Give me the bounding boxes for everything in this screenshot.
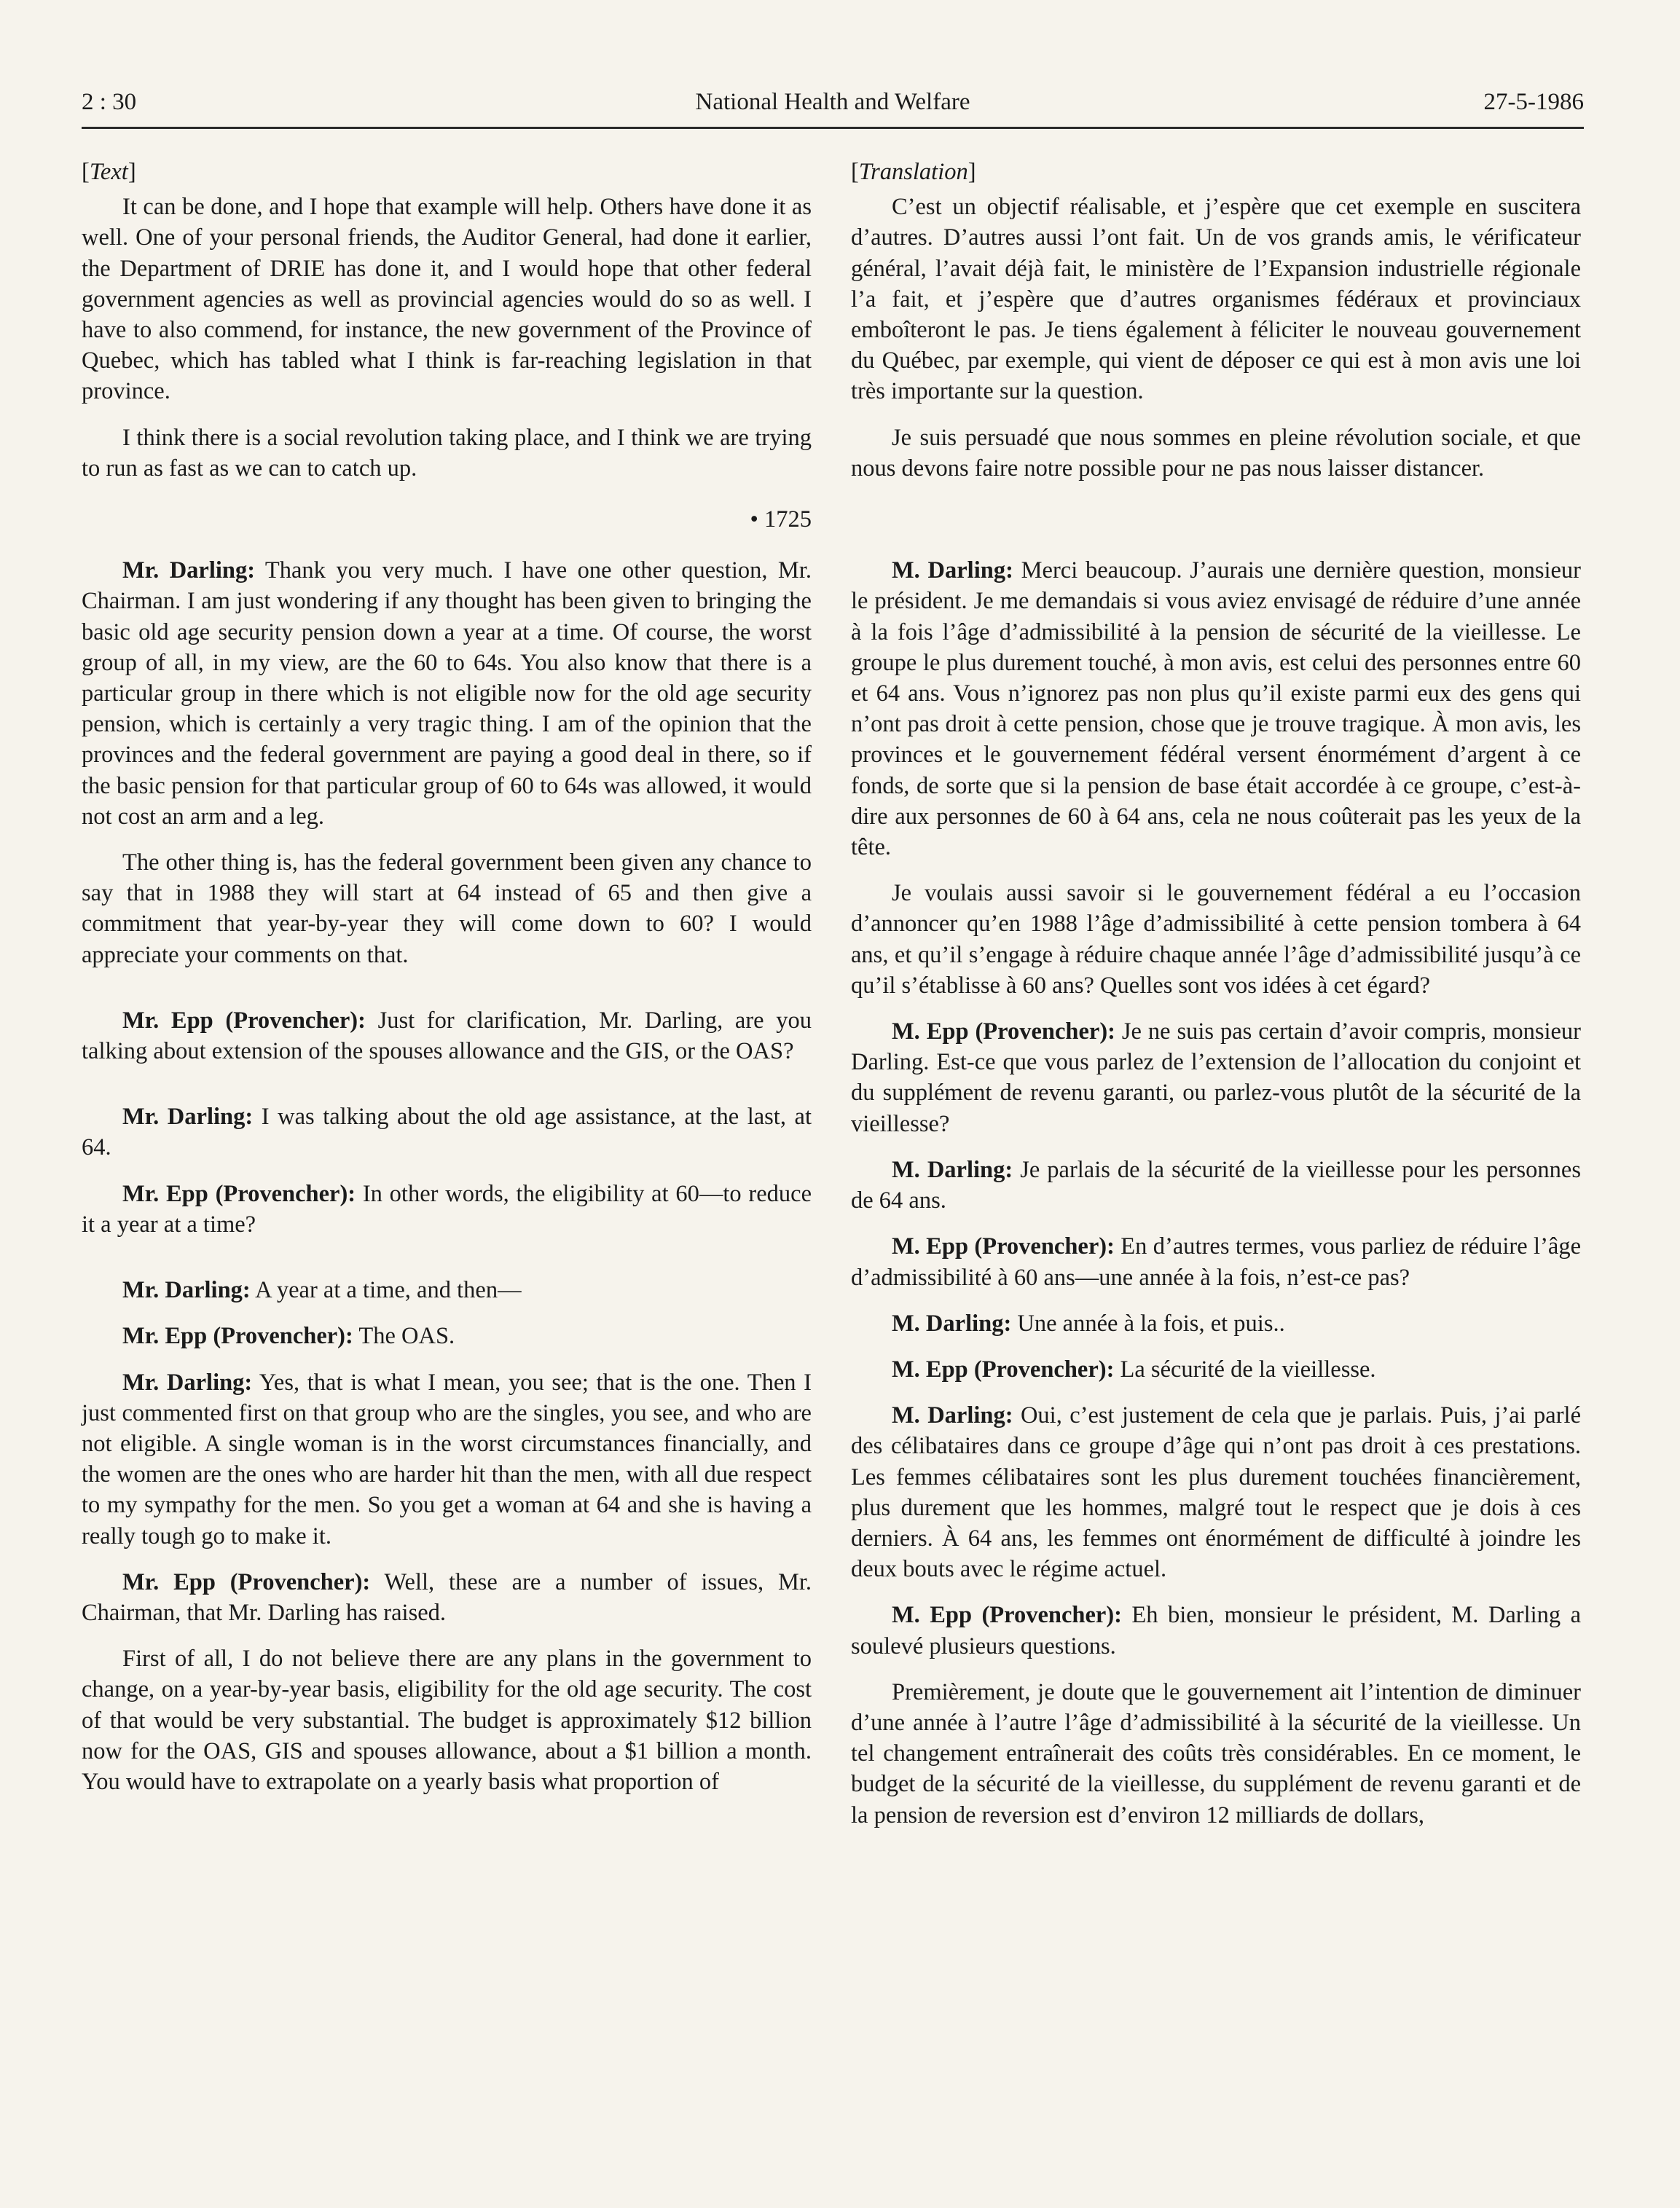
time-marker-spacer — [851, 504, 1581, 535]
english-column — [82, 157, 812, 1812]
paragraph: Mr. Darling: A year at a time, and then— — [122, 1277, 522, 1304]
paragraph: M. Darling: Une année à la fois, et puis.. — [892, 1310, 1285, 1337]
paragraph: Mr. Epp (Provencher): Well, these are a number of issues, Mr. Chairman, that Mr. Darling has raised. — [82, 1568, 812, 1626]
paragraph: Mr. Epp (Provencher): The OAS. — [122, 1323, 455, 1350]
speaker-name: Mr. Darling: — [122, 1104, 254, 1131]
speaker-name: Mr. Epp (Provencher): — [122, 1323, 353, 1350]
page-header — [82, 86, 1584, 129]
paragraph: M. Darling: Je parlais de la sécurité de la vieillesse pour les personnes de 64 ans. — [851, 1156, 1581, 1214]
page-number: 2 : 30 — [82, 89, 137, 115]
speaker-name: Mr. Darling: — [122, 1369, 253, 1396]
paragraph: Mr. Darling: Yes, that is what I mean, you see; that is the one. Then I just commented first on that group who are the singles, you see, and who are not eligible. A single woman is in the worst circumstances financially, and the women are the ones who are harder hit than the men, with all due respect to my sympathy for the men. So you get a woman at 64 and she is having a really tough go to make it. — [82, 1369, 812, 1549]
paragraph: Mr. Darling: I was talking about the old age assistance, at the last, at 64. — [82, 1104, 812, 1161]
speaker-name: M. Darling: — [892, 557, 1013, 584]
document-title: National Health and Welfare — [695, 89, 970, 115]
paragraph: First of all, I do not believe there are any plans in the government to change, on a year-by-year basis, eligibility for the old age security. The cost of that would be very substantial. The budget is approximately $12 billion now for the OAS, GIS and spouses allowance, about a $1 billion a month. You would have to extrapolate on a yearly basis what proportion of — [82, 1646, 812, 1795]
paragraph: M. Epp (Provencher): En d’autres termes, vous parliez de réduire l’âge d’admissibilité à 60 ans—une année à la fois, n’est-ce pas? — [851, 1233, 1581, 1291]
paragraph: C’est un objectif réalisable, et j’espère que cet exemple en suscitera d’autres. D’autres aussi l’ont fait. Un de vos grands amis, le vérificateur général, l’avait déjà fait, le ministère de l’Expansion industrielle régionale l’a fait, et j’espère que d’autres organismes fédéraux et provinciaux emboîteront le pas. Je tiens également à féliciter le nouveau gouvernement du Québec, par exemple, qui vient de déposer ce qui est à mon avis une loi très importante sur la question. — [851, 194, 1581, 405]
paragraph: Premièrement, je doute que le gouvernement ait l’intention de diminuer d’une année à l’autre l’âge d’admissibilité à la sécurité de la vieillesse. Un tel changement entraînerait des coûts très considérables. En ce moment, le budget de la sécurité de la vieillesse, du supplément de revenu garanti et de la pension de reversion est d’environ 12 milliards de dollars, — [851, 1678, 1581, 1828]
paragraph: I think there is a social revolution taking place, and I think we are trying to run as fast as we can to catch up. — [82, 424, 812, 482]
french-column — [851, 157, 1581, 1846]
speaker-name: M. Darling: — [892, 1310, 1012, 1337]
column-label: [Translation] — [851, 159, 976, 185]
paragraph: M. Epp (Provencher): Eh bien, monsieur le président, M. Darling a soulevé plusieurs questions. — [851, 1602, 1581, 1659]
speaker-name: M. Darling: — [892, 1156, 1013, 1183]
paragraph: Mr. Darling: Thank you very much. I have one other question, Mr. Chairman. I am just wondering if any thought has been given to bringing the basic old age security pension down a year at a time. Of course, the worst group of all, in my view, are the 60 to 64s. You also know that there is a particular group in there which is not eligible now for the old age security pension, which is certainly a very tragic thing. I am of the opinion that the provinces and the federal government are paying a good deal in there, so if the basic pension for that particular group of 60 to 64s was allowed, it would not cost an arm and a leg. — [82, 557, 812, 830]
paragraph: Mr. Epp (Provencher): In other words, the eligibility at 60—to reduce it a year at a time? — [82, 1180, 812, 1238]
time-marker: • 1725 — [750, 506, 812, 533]
paragraph: Je voulais aussi savoir si le gouvernement fédéral a eu l’occasion d’annoncer qu’en 1988 l’âge d’admissibilité à cette pension tombera à 64 ans, et qu’il s’engage à réduire chaque année l’âge d’admissibilité jusqu’à ce qu’il s’établisse à 60 ans? Quelles sont vos idées à cet égard? — [851, 880, 1581, 999]
speaker-name: M. Epp (Provencher): — [892, 1356, 1115, 1383]
paragraph: M. Epp (Provencher): La sécurité de la vieillesse. — [892, 1356, 1376, 1383]
paragraph: Mr. Epp (Provencher): Just for clarification, Mr. Darling, are you talking about extension of the spouses allowance and the GIS, or the OAS? — [82, 1007, 812, 1065]
speaker-name: Mr. Darling: — [122, 557, 256, 584]
speaker-name: M. Epp (Provencher): — [892, 1233, 1115, 1260]
speaker-name: Mr. Epp (Provencher): — [122, 1007, 366, 1034]
paragraph: The other thing is, has the federal government been given any chance to say that in 1988 they will start at 64 instead of 65 and then give a commitment that year-by-year they will come down to 60? I would appreciate your comments on that. — [82, 849, 812, 968]
speaker-name: Mr. Epp (Provencher): — [122, 1568, 371, 1595]
column-label: [Text] — [82, 159, 136, 185]
speaker-name: M. Epp (Provencher): — [892, 1018, 1115, 1045]
paragraph: M. Epp (Provencher): Je ne suis pas certain d’avoir compris, monsieur Darling. Est-ce que vous parlez de l’extension de l’allocation du conjoint et du supplément de revenu garanti, ou parlez-vous plutôt de la sécurité de la vieillesse? — [851, 1018, 1582, 1137]
paragraph: M. Darling: Merci beaucoup. J’aurais une dernière question, monsieur le président. Je me demandais si vous aviez envisagé de réduire d’une année à la fois l’âge d’admissibilité à la pension de sécurité de la vieillesse. Le groupe le plus durement touché, à mon avis, est celui des personnes entre 60 et 64 ans. Vous n’ignorez pas non plus qu’il existe parmi eux des gens qui n’ont pas droit à cette pension, chose que je trouve tragique. À mon avis, les provinces et le gouvernement fédéral versent énormément d’argent à ce fonds, de sorte que si la pension de base était accordée à ce groupe, c’est-à-dire aux personnes de 60 à 64 ans, cela ne nous coûterait pas les yeux de la tête. — [851, 557, 1581, 861]
speaker-name: M. Epp (Provencher): — [892, 1602, 1122, 1629]
paragraph: It can be done, and I hope that example will help. Others have done it as well. One of your personal friends, the Auditor General, had done it earlier, the Department of DRIE has done it, and I would hope that other federal government agencies as well as provincial agencies would do so as well. I have to also commend, for instance, the new government of the Province of Quebec, which has tabled what I think is far-reaching legislation in that province. — [82, 194, 812, 405]
document-date: 27-5-1986 — [1483, 89, 1584, 115]
paragraph: Je suis persuadé que nous sommes en pleine révolution sociale, et que nous devons faire notre possible pour ne pas nous laisser distancer. — [851, 424, 1581, 482]
speaker-name: Mr. Darling: — [122, 1277, 251, 1304]
speaker-name: M. Darling: — [892, 1402, 1013, 1429]
speaker-name: Mr. Epp (Provencher): — [122, 1180, 356, 1207]
paragraph: M. Darling: Oui, c’est justement de cela que je parlais. Puis, j’ai parlé des célibataires dans ce groupe d’âge qui n’ont pas droit à ces prestations. Les femmes célibataires sont les plus durement touchées financièrement, plus durement que les hommes, malgré tout le respect que je dois à ces derniers. À 64 ans, les femmes ont énormément de difficulté à joindre les deux bouts avec le régime actuel. — [851, 1402, 1582, 1583]
